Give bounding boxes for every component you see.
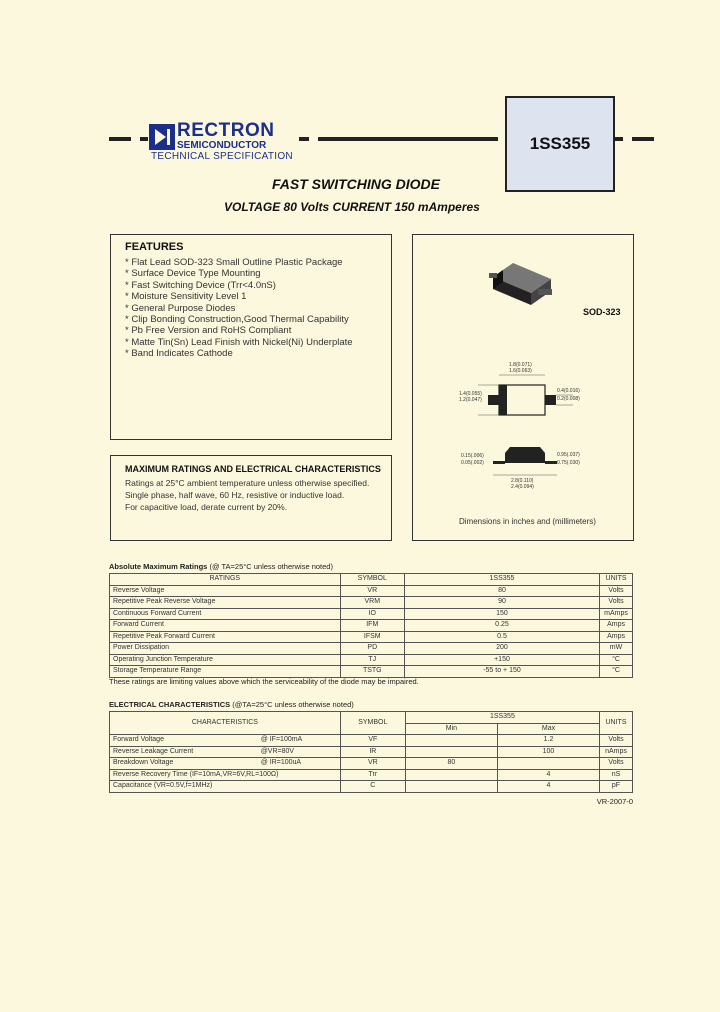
elec-caption: ELECTRICAL CHARACTERISTICS (@TA=25°C unless otherwise noted) bbox=[109, 700, 354, 709]
part-number: 1SS355 bbox=[529, 134, 591, 153]
header-rule-left-1 bbox=[109, 137, 131, 141]
max-ratings-line: For capacitive load, derate current by 20%. bbox=[125, 502, 288, 512]
table-row: Forward Current IFM 0.25 Amps bbox=[110, 620, 633, 632]
dim-top: 1.8(0.071) 1.6(0.063) bbox=[509, 362, 532, 374]
feature-item: * General Purpose Diodes bbox=[125, 302, 236, 314]
technical-specification-label: TECHNICAL SPECIFICATION bbox=[151, 151, 293, 162]
th-ratings: RATINGS bbox=[110, 574, 341, 586]
part-number-box bbox=[505, 96, 615, 192]
feature-item: * Clip Bonding Construction,Good Thermal Capability bbox=[125, 314, 349, 326]
max-ratings-heading: MAXIMUM RATINGS AND ELECTRICAL CHARACTERISTICS bbox=[125, 464, 381, 474]
features-heading: FEATURES bbox=[125, 241, 184, 253]
abs-max-footnote: These ratings are limiting values above which the serviceability of the diode may be impaired. bbox=[109, 677, 419, 686]
header-rule-right-2 bbox=[632, 137, 654, 141]
document-title: FAST SWITCHING DIODE bbox=[272, 176, 440, 192]
dim-side-left: 0.15(.006) 0.05(.002) bbox=[461, 453, 484, 466]
dim-bottom: 2.8(0.110) 2.4(0.094) bbox=[511, 478, 534, 490]
dim-side-right: 0.95(.037) 0.75(.030) bbox=[557, 452, 580, 466]
brand-name: RECTRON bbox=[177, 120, 275, 141]
feature-item: * Pb Free Version and RoHS Compliant bbox=[125, 325, 292, 337]
table-row: Forward Voltage @ IF=100mA VF 1.2 Volts bbox=[110, 735, 633, 747]
rectron-logo-icon bbox=[149, 124, 175, 150]
dim-right: 0.4(0.016) 0.2(0.008) bbox=[557, 388, 580, 402]
th-units: UNITS bbox=[600, 712, 633, 735]
th-symbol: SYMBOL bbox=[340, 712, 405, 735]
header-rule-mid-1 bbox=[299, 137, 309, 141]
feature-item: * Moisture Sensitivity Level 1 bbox=[125, 291, 247, 303]
abs-max-table bbox=[109, 573, 633, 678]
brand-subtitle: SEMICONDUCTOR bbox=[177, 140, 267, 151]
table-row: Continuous Forward Current IO 150 mAmps bbox=[110, 608, 633, 620]
max-ratings-line: Ratings at 25°C ambient temperature unless otherwise specified. bbox=[125, 478, 370, 488]
feature-item: * Surface Device Type Mounting bbox=[125, 268, 261, 280]
th-symbol: SYMBOL bbox=[340, 574, 404, 586]
elec-table bbox=[109, 711, 633, 793]
table-row: Repetitive Peak Forward Current IFSM 0.5 Amps bbox=[110, 631, 633, 643]
header-rule-mid-2 bbox=[318, 137, 498, 141]
table-row: Power Dissipation PD 200 mW bbox=[110, 643, 633, 655]
th-part: 1SS355 bbox=[405, 712, 599, 724]
table-row: Repetitive Peak Reverse Voltage VRM 90 Volts bbox=[110, 597, 633, 609]
feature-item: * Band Indicates Cathode bbox=[125, 348, 233, 360]
table-row: Breakdown Voltage @ IR=100uA VR 80 Volts bbox=[110, 758, 633, 770]
dimensions-note: Dimensions in inches and (millimeters) bbox=[459, 517, 596, 526]
package-box bbox=[412, 234, 634, 541]
table-row: Reverse Leakage Current @VR=80V IR 100 nAmps bbox=[110, 746, 633, 758]
max-ratings-box bbox=[110, 455, 392, 541]
feature-item: * Flat Lead SOD-323 Small Outline Plastic Package bbox=[125, 257, 343, 268]
dim-left: 1.4(0.055) 1.2(0.047) bbox=[459, 391, 482, 403]
header-rule-left-2 bbox=[140, 137, 148, 141]
th-max: Max bbox=[497, 723, 599, 735]
document-subtitle: VOLTAGE 80 Volts CURRENT 150 mAmperes bbox=[224, 200, 480, 214]
table-row: Operating Junction Temperature TJ +150 °C bbox=[110, 654, 633, 666]
features-list bbox=[125, 257, 353, 360]
th-units: UNITS bbox=[600, 574, 633, 586]
feature-item: * Fast Switching Device (Trr<4.0nS) bbox=[125, 279, 276, 291]
table-row: Reverse Recovery Time (IF=10mA,VR=6V,RL=100Ω) Trr 4 nS bbox=[110, 769, 633, 781]
table-row: Capacitance (VR=0.5V,f=1MHz) C 4 pF bbox=[110, 781, 633, 793]
feature-item: * Matte Tin(Sn) Lead Finish with Nickel(Ni) Underplate bbox=[125, 336, 353, 348]
package-label: SOD-323 bbox=[583, 307, 621, 317]
th-characteristics: CHARACTERISTICS bbox=[110, 712, 341, 735]
revision-code: VR-2007-0 bbox=[596, 797, 633, 806]
table-row: Reverse Voltage VR 80 Volts bbox=[110, 585, 633, 597]
table-row: Storage Temperature Range TSTG -55 to + 150 °C bbox=[110, 666, 633, 678]
th-min: Min bbox=[405, 723, 497, 735]
th-part: 1SS355 bbox=[404, 574, 599, 586]
features-box bbox=[110, 234, 392, 440]
package-drawing bbox=[413, 235, 633, 540]
abs-max-caption: Absolute Maximum Ratings (@ TA=25°C unless otherwise noted) bbox=[109, 562, 333, 571]
header-rule-right-1 bbox=[615, 137, 623, 141]
max-ratings-line: Single phase, half wave, 60 Hz, resistive or inductive load. bbox=[125, 490, 345, 500]
